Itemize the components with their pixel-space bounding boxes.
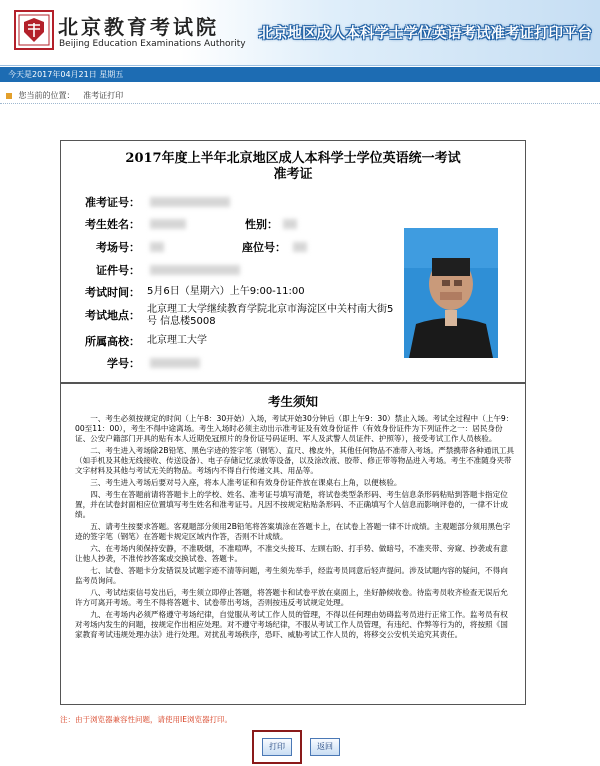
student-no-value-redacted	[150, 358, 200, 368]
location-label: 考试地点：	[85, 309, 140, 322]
print-button[interactable]: 打印	[262, 738, 292, 756]
gender-value-redacted	[283, 219, 297, 229]
notice-item: 八、考试结束信号发出后，考生须立即停止答题，将答题卡和试卷平放在桌面上，坐好静候收卷。待监考员收齐检查无误后允许方可离开考场。考生不得将答题卡、试卷带出考场，否则按违反考试规定处理。	[75, 588, 508, 607]
back-button[interactable]: 返回	[310, 738, 340, 756]
notice-item: 六、在考场内须保持安静，不准吸烟，不准喧哗，不准交头接耳、左顾右盼、打手势、做暗号，不准夹带、旁窥、抄袭或有意让他人抄袭，不准传抄答案或交换试卷、答题卡。	[75, 544, 508, 563]
notice-item: 九、在考场内必须严格遵守考场纪律，自觉服从考试工作人员的管理，不得以任何理由妨碍监考员进行正常工作。监考员有权对考场内发生的问题，按规定作出相应处理。对不遵守考场纪律，不服从考试工作人员管理，有违纪、作弊等行为的，将按照《国家教育考试违规处理办法》进行处理。对扰乱考场秩序，恐吓、威胁考试工作人员的，将移交公安机关追究其责任。	[75, 610, 508, 639]
breadcrumb	[0, 88, 600, 104]
school-label: 所属高校：	[85, 335, 140, 348]
time-value: 5月6日（星期六）上午9:00-11:00	[147, 286, 305, 297]
ticket-no-label: 准考证号：	[85, 196, 140, 209]
site-header	[0, 0, 600, 66]
notice-item: 五、请考生按要求答题。客观题部分须用2B铅笔将答案填涂在答题卡上，在试卷上答题一律不计成绩。主观题部分须用黑色字迹的签字笔（钢笔）在答题卡规定区域内作答，否则不计成绩。	[75, 522, 511, 541]
current-date: 今天是2017年04月21日 星期五	[8, 70, 124, 79]
breadcrumb-label: 您当前的位置：	[18, 91, 75, 100]
id-no-label: 证件号：	[96, 264, 140, 277]
notice-item: 三、考生进入考场后要对号入座，将本人准考证和有效身份证件放在课桌右上角，以便核验。	[90, 478, 402, 487]
notice-item: 二、考生进入考场除2B铅笔、黑色字迹的签字笔（钢笔）、直尺、橡皮外，其他任何物品不准带入考场。严禁携带各种通讯工具（如手机及其他无线接收、传送设备）、电子存储记忆录放等设备，以及涂改液、胶带、修正带等物品进入考场。考生不准随身夹带文字材料及其他与考试无关的物品。考场内不得自行传递文具、用品等。	[75, 446, 515, 475]
notice-title: 考生须知	[267, 394, 318, 409]
logo[interactable]	[14, 8, 244, 58]
ticket-title-line1: 2017年度上半年北京地区成人本科学士学位英语统一考试	[125, 151, 461, 166]
location-icon	[6, 93, 12, 99]
seat-label: 座位号：	[242, 241, 286, 254]
gender-label: 性别：	[245, 218, 278, 231]
site-title: 北京地区成人本科学士学位英语考试准考证打印平台	[258, 26, 592, 42]
id-no-value-redacted	[150, 265, 240, 275]
school-value: 北京理工大学	[147, 335, 207, 346]
room-value-redacted	[150, 242, 164, 252]
breadcrumb-current: 准考证打印	[83, 91, 124, 100]
name-label: 考生姓名：	[85, 218, 140, 231]
logo-english-name: Beijing Education Examinations Authority	[59, 39, 246, 49]
location-value: 北京理工大学继续教育学院北京市海淀区中关村南大街5号 信息楼5008	[147, 304, 394, 327]
ticket-title-line2: 准考证	[273, 167, 313, 182]
notice-item: 七、试卷、答题卡分发错误及试题字迹不清等问题，考生须先举手，经监考员同意后轻声提问。涉及试题内容的疑问，不得向监考员询问。	[75, 566, 508, 585]
notice-item: 四、考生在答题前请将答题卡上的学校、姓名、准考证号填写清楚，将试卷类型条形码、考生信息条形码粘贴到答题卡指定位置，并在试卷封面相应位置填写考生姓名和准考证号。凡因不按规定粘贴条形码、不正确填写个人信息而影响评卷的，一律不计成绩。	[75, 490, 508, 519]
time-label: 考试时间：	[85, 286, 140, 299]
seal-logo-icon	[14, 10, 54, 50]
date-bar	[0, 67, 600, 82]
seat-value-redacted	[293, 242, 307, 252]
ticket-title	[61, 151, 525, 183]
candidate-notice	[60, 383, 526, 705]
name-value-redacted	[150, 219, 186, 229]
browser-note: 注：由于浏览器兼容性问题，请使用IE浏览器打印。	[60, 715, 232, 724]
candidate-photo	[404, 228, 498, 358]
candidate-photo-icon	[404, 228, 498, 358]
notice-body	[75, 414, 515, 642]
ticket-no-value-redacted	[150, 197, 230, 207]
room-label: 考场号：	[96, 241, 140, 254]
student-no-label: 学号：	[107, 357, 140, 370]
logo-chinese-name: 北京教育考试院	[58, 15, 219, 39]
notice-item: 一、考生必须按规定的时间（上午8：30开始）入场，考试开始30分钟后（即上午9：30）禁止入场。考试全过程中（上午9：00至11：00），考生不得中途离场。考生入场时必须主动出示准考证及有效身份证件（有效身份证件为下列证件之一：居民身份证、公安户籍部门开具的贴有本人近期免冠照片的身份证号码证明、军人及武警人员证件、护照等），接受考试工作人员核验。	[75, 414, 514, 443]
